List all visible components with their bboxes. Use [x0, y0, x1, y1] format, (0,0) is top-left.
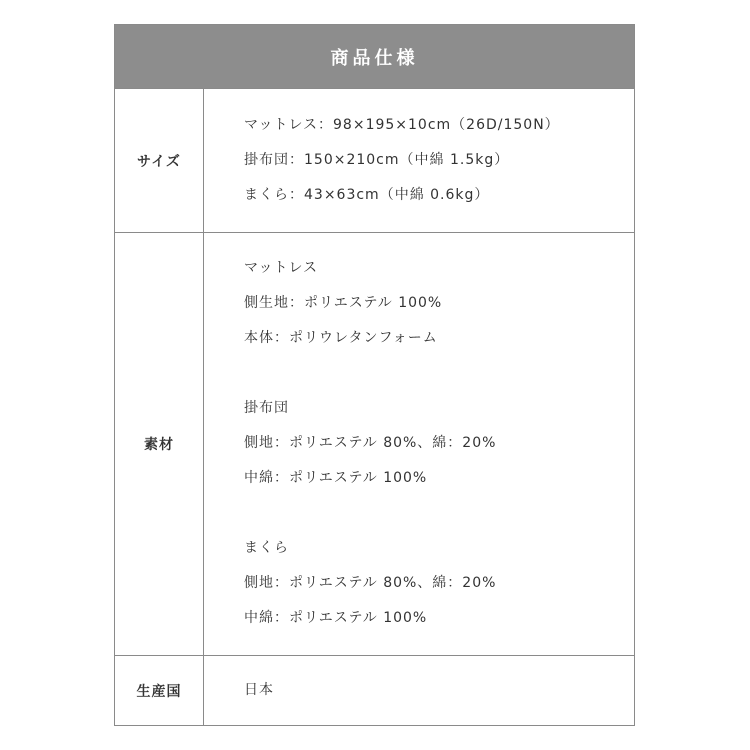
material-label: 素材 — [115, 233, 204, 655]
material-line: 中綿：ポリエステル 100% — [244, 470, 428, 486]
size-line-mattress: マットレス：98×195×10cm（26D/150N） — [244, 117, 560, 133]
spacer — [244, 503, 634, 538]
spacer — [244, 363, 634, 398]
spec-table — [114, 24, 635, 726]
material-group-heading: マットレス — [244, 260, 319, 276]
origin-value — [204, 656, 634, 725]
material-group-heading: 掛布団 — [244, 400, 289, 416]
size-line-comforter: 掛布団：150×210cm（中綿 1.5kg） — [244, 152, 510, 168]
material-row — [115, 232, 634, 655]
size-label: サイズ — [115, 89, 204, 232]
origin-line: 日本 — [244, 682, 274, 698]
material-line: 側生地：ポリエステル 100% — [244, 295, 443, 311]
material-line: 側地：ポリエステル 80%、綿：20% — [244, 435, 497, 451]
material-line: 本体：ポリウレタンフォーム — [244, 330, 438, 346]
material-line: 側地：ポリエステル 80%、綿：20% — [244, 575, 497, 591]
material-group-heading: まくら — [244, 540, 289, 556]
size-line-pillow: まくら：43×63cm（中綿 0.6kg） — [244, 187, 490, 203]
size-row — [115, 88, 634, 232]
origin-row — [115, 655, 634, 725]
origin-label: 生産国 — [115, 656, 204, 725]
material-value — [204, 233, 634, 655]
size-value — [204, 89, 634, 232]
material-line: 中綿：ポリエステル 100% — [244, 610, 428, 626]
spec-title: 商品仕様 — [115, 25, 634, 88]
